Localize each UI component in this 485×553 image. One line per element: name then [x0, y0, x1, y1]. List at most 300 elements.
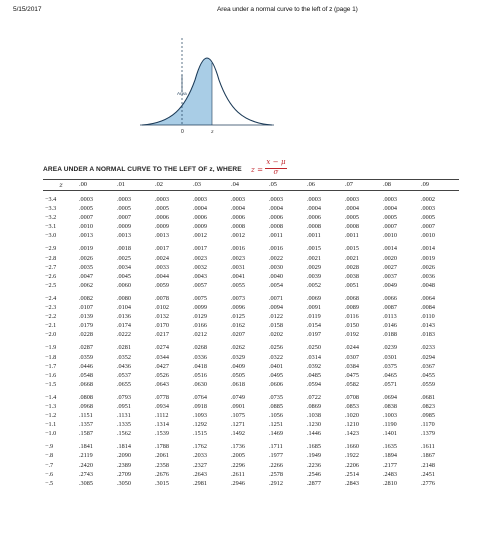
probability-cell: .0005 — [155, 205, 169, 213]
probability-cell: .1469 — [269, 430, 283, 438]
z-value-cell: −2.3 — [45, 304, 57, 312]
probability-cell: .0344 — [155, 353, 169, 361]
table-row — [43, 420, 459, 429]
probability-cell: .0359 — [79, 353, 93, 361]
z-value-cell: −3.3 — [45, 205, 57, 213]
probability-cell: .0060 — [117, 281, 131, 289]
probability-cell: .0268 — [193, 344, 207, 352]
probability-cell: .0526 — [155, 371, 169, 379]
probability-cell: .0132 — [155, 313, 169, 321]
probability-cell: .0968 — [79, 402, 93, 410]
probability-cell: .0119 — [307, 313, 321, 321]
probability-cell: .0154 — [307, 322, 321, 330]
z-value-cell: −1.7 — [45, 362, 57, 370]
probability-cell: .3085 — [79, 479, 93, 487]
probability-cell: .1660 — [345, 443, 359, 451]
probability-cell: .0655 — [117, 380, 131, 388]
z-value-cell: −2.2 — [45, 313, 57, 321]
probability-cell: .0003 — [383, 196, 397, 203]
normal-curve-figure — [137, 30, 277, 140]
probability-cell: .0375 — [383, 362, 397, 370]
z-value-cell: −1.5 — [45, 380, 57, 388]
probability-cell: .0281 — [117, 344, 131, 352]
probability-cell: .0045 — [117, 272, 131, 280]
probability-cell: .0052 — [307, 281, 321, 289]
probability-cell: .0071 — [269, 294, 283, 302]
page-title: Area under a normal curve to the left of z (page 1) — [217, 6, 358, 13]
probability-cell: .2912 — [269, 479, 283, 487]
probability-cell: .1922 — [345, 452, 359, 460]
probability-cell: .0016 — [231, 245, 245, 253]
table-row — [43, 222, 459, 231]
probability-cell: .0004 — [383, 205, 397, 213]
probability-cell: .0885 — [269, 402, 283, 410]
z-value-cell: −2.5 — [45, 281, 57, 289]
probability-cell: .2236 — [307, 461, 321, 469]
table-title — [43, 158, 463, 178]
table-row — [43, 353, 459, 362]
table-title-text: AREA UNDER A NORMAL CURVE TO THE LEFT OF z, WHERE — [43, 166, 242, 173]
formula-denominator: σ — [273, 168, 279, 176]
column-header: .06 — [307, 180, 345, 191]
probability-cell: .0207 — [231, 331, 245, 339]
probability-cell: .1357 — [79, 421, 93, 429]
probability-cell: .0075 — [193, 294, 207, 302]
probability-cell: .0003 — [117, 196, 131, 203]
probability-cell: .0778 — [155, 393, 169, 401]
probability-cell: .0055 — [231, 281, 245, 289]
probability-cell: .0012 — [231, 232, 245, 240]
table-body — [43, 191, 459, 488]
probability-cell: .2514 — [345, 470, 359, 478]
probability-cell: .0606 — [269, 380, 283, 388]
probability-cell: .1423 — [345, 430, 359, 438]
z-value-cell: −2.1 — [45, 322, 57, 330]
probability-cell: .0681 — [421, 393, 435, 401]
table-row — [43, 231, 459, 240]
probability-cell: .0078 — [155, 294, 169, 302]
probability-cell: .0188 — [383, 331, 397, 339]
probability-cell: .1762 — [193, 443, 207, 451]
probability-cell: .0039 — [307, 272, 321, 280]
probability-cell: .0002 — [421, 196, 435, 203]
probability-cell: .0015 — [345, 245, 359, 253]
probability-cell: .0934 — [155, 402, 169, 410]
probability-cell: .0239 — [383, 344, 397, 352]
probability-cell: .0250 — [307, 344, 321, 352]
probability-cell: .1093 — [193, 412, 207, 420]
probability-cell: .0064 — [421, 294, 435, 302]
probability-cell: .0069 — [307, 294, 321, 302]
probability-cell: .0009 — [193, 223, 207, 231]
column-header: .01 — [117, 180, 155, 191]
probability-cell: .1515 — [193, 430, 207, 438]
z-label: z — [211, 129, 214, 135]
probability-cell: .1788 — [155, 443, 169, 451]
probability-cell: .0082 — [79, 294, 93, 302]
table-row — [43, 281, 459, 290]
probability-cell: .0495 — [269, 371, 283, 379]
z-value-cell: −2.7 — [45, 263, 57, 271]
probability-cell: .0084 — [421, 304, 435, 312]
z-value-cell: −.9 — [45, 443, 54, 451]
column-header: .05 — [269, 180, 307, 191]
table-row — [43, 411, 459, 420]
probability-cell: .1401 — [383, 430, 397, 438]
probability-cell: .0004 — [193, 205, 207, 213]
probability-cell: .1635 — [383, 443, 397, 451]
probability-cell: .0113 — [383, 313, 397, 321]
z-value-cell: −3.4 — [45, 196, 57, 203]
table-row — [43, 380, 459, 389]
probability-cell: .1151 — [79, 412, 93, 420]
probability-cell: .2327 — [193, 461, 207, 469]
probability-cell: .2033 — [193, 452, 207, 460]
probability-cell: .0034 — [117, 263, 131, 271]
probability-cell: .0007 — [117, 214, 131, 222]
probability-cell: .0170 — [155, 322, 169, 330]
probability-cell: .1949 — [307, 452, 321, 460]
probability-cell: .0401 — [269, 362, 283, 370]
probability-cell: .0013 — [79, 232, 93, 240]
probability-cell: .1867 — [421, 452, 435, 460]
probability-cell: .0749 — [231, 393, 245, 401]
table-row — [43, 470, 459, 479]
probability-cell: .2119 — [79, 452, 93, 460]
probability-cell: .0003 — [345, 196, 359, 203]
probability-cell: .0446 — [79, 362, 93, 370]
probability-cell: .2177 — [383, 461, 397, 469]
probability-cell: .0102 — [155, 304, 169, 312]
probability-cell: .0174 — [117, 322, 131, 330]
probability-cell: .0006 — [193, 214, 207, 222]
probability-cell: .1314 — [155, 421, 169, 429]
probability-cell: .0007 — [421, 223, 435, 231]
probability-cell: .1894 — [383, 452, 397, 460]
probability-cell: .0571 — [383, 380, 397, 388]
probability-cell: .2389 — [117, 461, 131, 469]
probability-cell: .3050 — [117, 479, 131, 487]
probability-cell: .0018 — [117, 245, 131, 253]
probability-cell: .0030 — [269, 263, 283, 271]
probability-cell: .0122 — [269, 313, 283, 321]
probability-cell: .0007 — [383, 223, 397, 231]
probability-cell: .1003 — [383, 412, 397, 420]
table-row — [43, 263, 459, 272]
probability-cell: .0735 — [269, 393, 283, 401]
probability-cell: .0005 — [117, 205, 131, 213]
column-header: .04 — [231, 180, 269, 191]
probability-cell: .0212 — [193, 331, 207, 339]
probability-cell: .0384 — [345, 362, 359, 370]
probability-cell: .0066 — [383, 294, 397, 302]
probability-cell: .0294 — [421, 353, 435, 361]
probability-cell: .0008 — [345, 223, 359, 231]
table-row — [43, 195, 459, 204]
probability-cell: .2148 — [421, 461, 435, 469]
probability-cell: .1131 — [117, 412, 131, 420]
z-value-cell: −3.2 — [45, 214, 57, 222]
probability-cell: .0559 — [421, 380, 435, 388]
probability-cell: .1251 — [269, 421, 283, 429]
probability-cell: .0009 — [155, 223, 169, 231]
probability-cell: .0009 — [117, 223, 131, 231]
table-row — [43, 461, 459, 470]
probability-cell: .0099 — [193, 304, 207, 312]
probability-cell: .0005 — [421, 214, 435, 222]
probability-cell: .0336 — [193, 353, 207, 361]
probability-cell: .2709 — [117, 470, 131, 478]
probability-cell: .0013 — [155, 232, 169, 240]
probability-cell: .0047 — [79, 272, 93, 280]
probability-cell: .0197 — [307, 331, 321, 339]
probability-cell: .0233 — [421, 344, 435, 352]
z-equals: z = — [251, 166, 264, 174]
probability-cell: .0011 — [307, 232, 321, 240]
probability-cell: .0618 — [231, 380, 245, 388]
probability-cell: .0003 — [231, 196, 245, 203]
probability-cell: .2206 — [345, 461, 359, 469]
probability-cell: .2743 — [79, 470, 93, 478]
probability-cell: .0918 — [193, 402, 207, 410]
probability-cell: .0582 — [345, 380, 359, 388]
probability-cell: .0010 — [383, 232, 397, 240]
probability-cell: .0054 — [269, 281, 283, 289]
formula-numerator: x − μ — [266, 158, 286, 166]
table-row — [43, 330, 459, 339]
z-value-cell: −1.9 — [45, 344, 57, 352]
probability-cell: .0008 — [231, 223, 245, 231]
probability-cell: .1075 — [231, 412, 245, 420]
probability-cell: .1587 — [79, 430, 93, 438]
probability-cell: .2643 — [193, 470, 207, 478]
probability-cell: .0087 — [383, 304, 397, 312]
probability-cell: .2296 — [231, 461, 245, 469]
probability-cell: .0019 — [79, 245, 93, 253]
probability-cell: .3015 — [155, 479, 169, 487]
probability-cell: .2843 — [345, 479, 359, 487]
probability-cell: .0003 — [79, 196, 93, 203]
probability-cell: .0694 — [383, 393, 397, 401]
probability-cell: .0764 — [193, 393, 207, 401]
probability-cell: .0158 — [269, 322, 283, 330]
z-table — [43, 179, 459, 488]
probability-cell: .0023 — [231, 254, 245, 262]
probability-cell: .0162 — [231, 322, 245, 330]
probability-cell: .0011 — [269, 232, 283, 240]
probability-cell: .0951 — [117, 402, 131, 410]
probability-cell: .0003 — [155, 196, 169, 203]
z-value-cell: −1.8 — [45, 353, 57, 361]
column-header: .07 — [345, 180, 383, 191]
table-row — [43, 343, 459, 352]
probability-cell: .2483 — [383, 470, 397, 478]
column-header: .08 — [383, 180, 421, 191]
probability-cell: .2578 — [269, 470, 283, 478]
probability-cell: .0037 — [383, 272, 397, 280]
probability-cell: .0010 — [79, 223, 93, 231]
probability-cell: .0301 — [383, 353, 397, 361]
probability-cell: .1335 — [117, 421, 131, 429]
probability-cell: .0329 — [231, 353, 245, 361]
table-row — [43, 451, 459, 460]
z-value-cell: −1.1 — [45, 421, 57, 429]
probability-cell: .0025 — [117, 254, 131, 262]
probability-cell: .1056 — [269, 412, 283, 420]
probability-cell: .0038 — [345, 272, 359, 280]
probability-cell: .2061 — [155, 452, 169, 460]
probability-cell: .0287 — [79, 344, 93, 352]
probability-cell: .1020 — [345, 412, 359, 420]
probability-cell: .1190 — [383, 421, 397, 429]
probability-cell: .1170 — [421, 421, 435, 429]
probability-cell: .0262 — [231, 344, 245, 352]
probability-cell: .1841 — [79, 443, 93, 451]
probability-cell: .0256 — [269, 344, 283, 352]
probability-cell: .0004 — [269, 205, 283, 213]
probability-cell: .2266 — [269, 461, 283, 469]
probability-cell: .1711 — [269, 443, 283, 451]
probability-cell: .0089 — [345, 304, 359, 312]
probability-cell: .0116 — [345, 313, 359, 321]
probability-cell: .0003 — [421, 205, 435, 213]
probability-cell: .0008 — [269, 223, 283, 231]
probability-cell: .0192 — [345, 331, 359, 339]
probability-cell: .0516 — [193, 371, 207, 379]
probability-cell: .1292 — [193, 421, 207, 429]
probability-cell: .0059 — [155, 281, 169, 289]
table-row — [43, 429, 459, 438]
z-value-cell: −.7 — [45, 461, 54, 469]
z-value-cell: −2.6 — [45, 272, 57, 280]
probability-cell: .0307 — [345, 353, 359, 361]
probability-cell: .0020 — [383, 254, 397, 262]
z-value-cell: −2.9 — [45, 245, 57, 253]
probability-cell: .0217 — [155, 331, 169, 339]
probability-cell: .0003 — [307, 196, 321, 203]
z-value-cell: −3.1 — [45, 223, 57, 231]
table-row — [43, 393, 459, 402]
probability-cell: .0643 — [155, 380, 169, 388]
probability-cell: .2090 — [117, 452, 131, 460]
probability-cell: .0062 — [79, 281, 93, 289]
probability-cell: .0031 — [231, 263, 245, 271]
column-header: .09 — [421, 180, 459, 191]
z-value-cell: −3.0 — [45, 232, 57, 240]
probability-cell: .1492 — [231, 430, 245, 438]
probability-cell: .0007 — [79, 214, 93, 222]
z-formula — [262, 158, 290, 178]
probability-cell: .0029 — [307, 263, 321, 271]
probability-cell: .0014 — [383, 245, 397, 253]
probability-cell: .0021 — [307, 254, 321, 262]
probability-cell: .0057 — [193, 281, 207, 289]
probability-cell: .1562 — [117, 430, 131, 438]
probability-cell: .0032 — [193, 263, 207, 271]
probability-cell: .0006 — [231, 214, 245, 222]
z-value-cell: −2.4 — [45, 294, 57, 302]
probability-cell: .0107 — [79, 304, 93, 312]
probability-cell: .0096 — [231, 304, 245, 312]
table-row — [43, 213, 459, 222]
probability-cell: .0024 — [155, 254, 169, 262]
probability-cell: .0035 — [79, 263, 93, 271]
probability-cell: .0004 — [307, 205, 321, 213]
probability-cell: .2676 — [155, 470, 169, 478]
z-value-cell: −1.6 — [45, 371, 57, 379]
probability-cell: .0793 — [117, 393, 131, 401]
probability-cell: .0222 — [117, 331, 131, 339]
area-label: Area — [177, 91, 187, 96]
probability-cell: .2981 — [193, 479, 207, 487]
probability-cell: .0014 — [421, 245, 435, 253]
probability-cell: .1446 — [307, 430, 321, 438]
probability-cell: .2546 — [307, 470, 321, 478]
probability-cell: .0166 — [193, 322, 207, 330]
probability-cell: .1379 — [421, 430, 435, 438]
z-value-cell: −2.0 — [45, 331, 57, 339]
probability-cell: .0080 — [117, 294, 131, 302]
probability-cell: .2358 — [155, 461, 169, 469]
probability-cell: .1539 — [155, 430, 169, 438]
probability-cell: .0005 — [345, 214, 359, 222]
probability-cell: .0017 — [155, 245, 169, 253]
zero-label: 0 — [181, 129, 184, 135]
probability-cell: .2451 — [421, 470, 435, 478]
table-row — [43, 244, 459, 253]
column-header: .00 — [79, 180, 117, 191]
probability-cell: .0110 — [421, 313, 435, 321]
probability-cell: .2946 — [231, 479, 245, 487]
probability-cell: .0202 — [269, 331, 283, 339]
probability-cell: .0049 — [383, 281, 397, 289]
table-row — [43, 254, 459, 263]
probability-cell: .0985 — [421, 412, 435, 420]
column-header: .03 — [193, 180, 231, 191]
probability-cell: .0027 — [383, 263, 397, 271]
probability-cell: .0129 — [193, 313, 207, 321]
probability-cell: .0004 — [345, 205, 359, 213]
probability-cell: .0013 — [117, 232, 131, 240]
probability-cell: .0068 — [345, 294, 359, 302]
probability-cell: .0146 — [383, 322, 397, 330]
probability-cell: .0505 — [231, 371, 245, 379]
probability-cell: .0838 — [383, 402, 397, 410]
probability-cell: .0005 — [383, 214, 397, 222]
table-row — [43, 204, 459, 213]
probability-cell: .0143 — [421, 322, 435, 330]
probability-cell: .1210 — [345, 421, 359, 429]
probability-cell: .0136 — [117, 313, 131, 321]
probability-cell: .0548 — [79, 371, 93, 379]
probability-cell: .1977 — [269, 452, 283, 460]
probability-cell: .2611 — [231, 470, 245, 478]
probability-cell: .0465 — [383, 371, 397, 379]
probability-cell: .0427 — [155, 362, 169, 370]
probability-cell: .0537 — [117, 371, 131, 379]
table-row — [43, 362, 459, 371]
probability-cell: .1112 — [155, 412, 169, 420]
probability-cell: .0006 — [307, 214, 321, 222]
probability-cell: .0006 — [155, 214, 169, 222]
probability-cell: .2776 — [421, 479, 435, 487]
probability-cell: .0015 — [307, 245, 321, 253]
probability-cell: .0094 — [269, 304, 283, 312]
probability-cell: .0019 — [421, 254, 435, 262]
probability-cell: .1736 — [231, 443, 245, 451]
probability-cell: .0630 — [193, 380, 207, 388]
z-value-cell: −1.2 — [45, 412, 57, 420]
